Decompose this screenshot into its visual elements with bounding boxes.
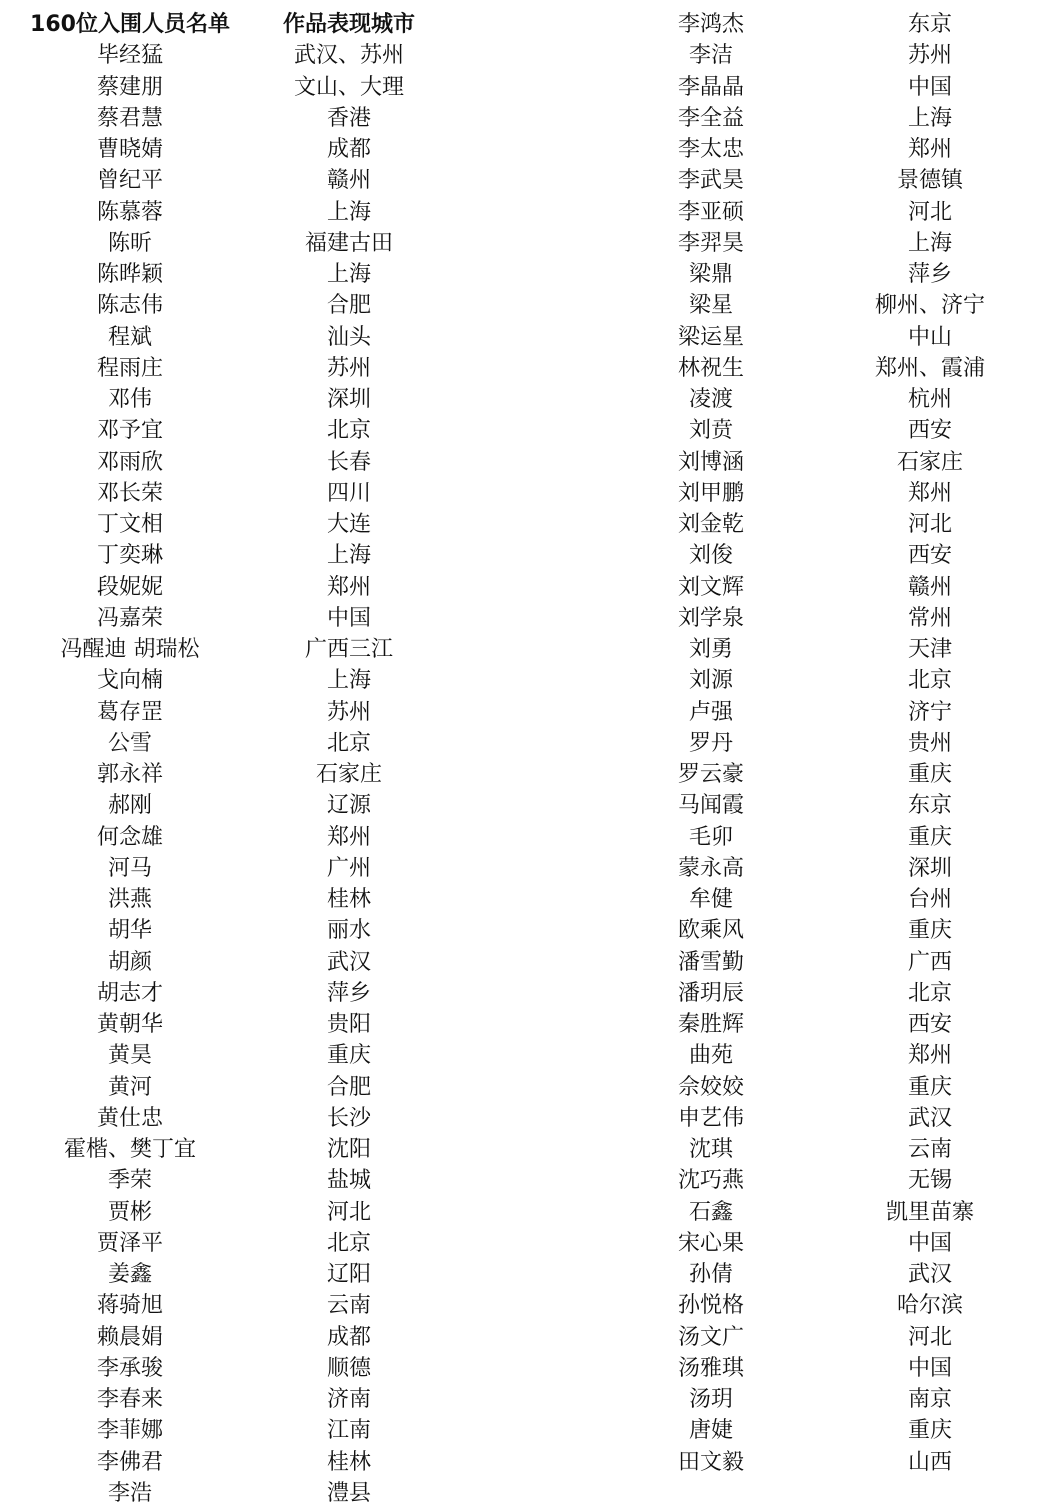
- table-row: [600, 634, 1038, 665]
- table-row: [600, 1415, 1038, 1446]
- city-name: 广西: [907, 949, 952, 975]
- city-name: 广州: [326, 855, 371, 881]
- city-name: 苏州: [326, 699, 371, 725]
- city-name: 北京: [907, 980, 952, 1006]
- city-name: 西安: [907, 1012, 952, 1038]
- table-row: [600, 1447, 1038, 1478]
- city-name: 郑州、霞浦: [874, 355, 985, 381]
- city-name: 深圳: [326, 387, 371, 413]
- name-column-header: 160位入围人员名单: [30, 12, 230, 38]
- person-name: 胡华: [107, 918, 152, 944]
- person-name: 曹晓婧: [96, 137, 163, 163]
- city-name: 赣州: [326, 168, 371, 194]
- person-name: 刘金乾: [677, 512, 744, 538]
- city-name: 桂林: [326, 1449, 371, 1475]
- city-name: 重庆: [907, 1074, 952, 1100]
- table-row: [600, 259, 1038, 290]
- person-name: 李亚硕: [677, 199, 744, 225]
- table-row: [600, 1040, 1038, 1071]
- person-name: 蒙永高: [677, 855, 744, 881]
- city-name: 上海: [326, 262, 371, 288]
- city-name: 萍乡: [907, 262, 952, 288]
- table-row: [20, 384, 458, 415]
- table-row: [600, 978, 1038, 1009]
- person-name: 欧乘风: [677, 918, 744, 944]
- person-name: 牟健: [688, 887, 733, 913]
- city-name: 合肥: [326, 293, 371, 319]
- city-name: 南京: [907, 1387, 952, 1413]
- table-row: [600, 384, 1038, 415]
- city-name: 云南: [326, 1293, 371, 1319]
- person-name: 邓长荣: [96, 480, 163, 506]
- person-name: 姜鑫: [107, 1262, 152, 1288]
- person-name: 邓伟: [107, 387, 152, 413]
- table-row: [600, 72, 1038, 103]
- table-row: [20, 1478, 458, 1509]
- table-row: [20, 1447, 458, 1478]
- person-name: 胡志才: [96, 980, 163, 1006]
- header-row: [20, 9, 458, 40]
- table-row: [20, 853, 458, 884]
- person-name: 蔡君慧: [96, 105, 163, 131]
- person-name: 赖晨娟: [96, 1324, 163, 1350]
- person-name: 刘学泉: [677, 605, 744, 631]
- person-name: 蔡建朋: [96, 74, 163, 100]
- person-name: 郝刚: [107, 793, 152, 819]
- table-row: [20, 884, 458, 915]
- person-name: 孙倩: [688, 1262, 733, 1288]
- city-name: 中国: [907, 74, 952, 100]
- table-row: [600, 1384, 1038, 1415]
- city-name: 丽水: [326, 918, 371, 944]
- table-row: [20, 509, 458, 540]
- person-name: 陈慕蓉: [96, 199, 163, 225]
- person-name: 林祝生: [677, 355, 744, 381]
- city-name: 景德镇: [896, 168, 963, 194]
- person-name: 石鑫: [688, 1199, 733, 1225]
- table-row: [600, 478, 1038, 509]
- table-row: [20, 134, 458, 165]
- person-name: 洪燕: [107, 887, 152, 913]
- city-name: 福建古田: [304, 230, 393, 256]
- table-row: [20, 165, 458, 196]
- table-row: [20, 947, 458, 978]
- table-row: [20, 1197, 458, 1228]
- table-row: [600, 572, 1038, 603]
- city-name: 河北: [907, 1324, 952, 1350]
- table-row: [20, 415, 458, 446]
- city-name: 江南: [326, 1418, 371, 1444]
- person-name: 河马: [107, 855, 152, 881]
- city-name: 贵阳: [326, 1012, 371, 1038]
- table-row: [600, 1353, 1038, 1384]
- person-name: 黄仕忠: [96, 1105, 163, 1131]
- table-row: [20, 1228, 458, 1259]
- city-name: 常州: [907, 605, 952, 631]
- person-name: 蒋骑旭: [96, 1293, 163, 1319]
- city-name: 深圳: [907, 855, 952, 881]
- table-row: [600, 165, 1038, 196]
- person-name: 秦胜辉: [677, 1012, 744, 1038]
- person-name: 潘玥辰: [677, 980, 744, 1006]
- table-row: [600, 415, 1038, 446]
- table-row: [600, 1290, 1038, 1321]
- person-name: 李羿昊: [677, 230, 744, 256]
- city-name: 济宁: [907, 699, 952, 725]
- person-name: 毕经猛: [96, 43, 163, 69]
- person-name: 邓雨欣: [96, 449, 163, 475]
- person-name: 冯嘉荣: [96, 605, 163, 631]
- city-name: 文山、大理: [293, 74, 404, 100]
- city-name: 萍乡: [326, 980, 371, 1006]
- city-name: 上海: [326, 668, 371, 694]
- city-name: 中国: [907, 1355, 952, 1381]
- person-name: 李承骏: [96, 1355, 163, 1381]
- table-row: [600, 1228, 1038, 1259]
- city-name: 云南: [907, 1137, 952, 1163]
- person-name: 程斌: [107, 324, 152, 350]
- person-name: 李全益: [677, 105, 744, 131]
- person-name: 刘博涵: [677, 449, 744, 475]
- person-name: 李菲娜: [96, 1418, 163, 1444]
- table-row: [20, 1103, 458, 1134]
- person-name: 郭永祥: [96, 762, 163, 788]
- city-name: 哈尔滨: [896, 1293, 963, 1319]
- city-name: 辽阳: [326, 1262, 371, 1288]
- city-name: 郑州: [326, 824, 371, 850]
- city-name: 郑州: [907, 137, 952, 163]
- table-row: [20, 1134, 458, 1165]
- table-row: [20, 478, 458, 509]
- person-name: 佘姣姣: [677, 1074, 744, 1100]
- city-name: 武汉: [907, 1262, 952, 1288]
- city-name: 赣州: [907, 574, 952, 600]
- person-name: 陈昕: [107, 230, 152, 256]
- city-name: 河北: [907, 199, 952, 225]
- table-row: [600, 447, 1038, 478]
- city-column-header: 作品表现城市: [282, 12, 415, 38]
- city-name: 武汉: [326, 949, 371, 975]
- table-row: [600, 665, 1038, 696]
- table-row: [20, 697, 458, 728]
- city-name: 合肥: [326, 1074, 371, 1100]
- person-name: 葛存罡: [96, 699, 163, 725]
- table-row: [600, 728, 1038, 759]
- person-name: 沈巧燕: [677, 1168, 744, 1194]
- person-name: 孙悦格: [677, 1293, 744, 1319]
- table-row: [20, 1353, 458, 1384]
- city-name: 武汉、苏州: [293, 43, 404, 69]
- city-name: 西安: [907, 418, 952, 444]
- city-name: 北京: [326, 418, 371, 444]
- table-row: [20, 1072, 458, 1103]
- table-row: [20, 40, 458, 71]
- table-row: [20, 1384, 458, 1415]
- table-row: [600, 509, 1038, 540]
- person-name: 戈向楠: [96, 668, 163, 694]
- city-name: 无锡: [907, 1168, 952, 1194]
- city-name: 贵州: [907, 730, 952, 756]
- table-row: [600, 603, 1038, 634]
- city-name: 上海: [326, 543, 371, 569]
- person-name: 何念雄: [96, 824, 163, 850]
- table-row: [600, 697, 1038, 728]
- table-row: [20, 197, 458, 228]
- city-name: 中国: [326, 605, 371, 631]
- table-row: [20, 103, 458, 134]
- person-name: 刘勇: [688, 637, 733, 663]
- city-name: 汕头: [326, 324, 371, 350]
- person-name: 公雪: [107, 730, 152, 756]
- table-row: [600, 197, 1038, 228]
- person-name: 贾泽平: [96, 1230, 163, 1256]
- table-row: [600, 103, 1038, 134]
- person-name: 冯醒迪 胡瑞松: [60, 637, 200, 663]
- person-name: 季荣: [107, 1168, 152, 1194]
- table-row: [20, 228, 458, 259]
- city-name: 山西: [907, 1449, 952, 1475]
- city-name: 中国: [907, 1230, 952, 1256]
- table-row: [600, 1197, 1038, 1228]
- person-name: 黄昊: [107, 1043, 152, 1069]
- table-row: [600, 1259, 1038, 1290]
- table-row: [600, 540, 1038, 571]
- table-row: [20, 540, 458, 571]
- city-name: 河北: [326, 1199, 371, 1225]
- city-name: 重庆: [907, 762, 952, 788]
- city-name: 上海: [326, 199, 371, 225]
- city-name: 上海: [907, 105, 952, 131]
- table-row: [20, 790, 458, 821]
- city-name: 辽源: [326, 793, 371, 819]
- person-name: 陈志伟: [96, 293, 163, 319]
- table-row: [600, 322, 1038, 353]
- table-row: [600, 134, 1038, 165]
- city-name: 石家庄: [896, 449, 963, 475]
- table-row: [600, 290, 1038, 321]
- person-name: 梁星: [688, 293, 733, 319]
- city-name: 柳州、济宁: [874, 293, 985, 319]
- table-row: [20, 915, 458, 946]
- table-row: [600, 40, 1038, 71]
- person-name: 邓予宜: [96, 418, 163, 444]
- city-name: 盐城: [326, 1168, 371, 1194]
- person-name: 李武昊: [677, 168, 744, 194]
- person-name: 田文毅: [677, 1449, 744, 1475]
- table-row: [600, 759, 1038, 790]
- city-name: 大连: [326, 512, 371, 538]
- table-row: [20, 1009, 458, 1040]
- table-row: [20, 822, 458, 853]
- city-name: 石家庄: [315, 762, 382, 788]
- person-name: 李浩: [107, 1480, 152, 1506]
- person-name: 毛卯: [688, 824, 733, 850]
- person-name: 马闻霞: [677, 793, 744, 819]
- city-name: 长春: [326, 449, 371, 475]
- person-name: 程雨庄: [96, 355, 163, 381]
- table-row: [600, 228, 1038, 259]
- table-row: [600, 853, 1038, 884]
- city-name: 北京: [907, 668, 952, 694]
- person-name: 卢强: [688, 699, 733, 725]
- person-name: 刘甲鹏: [677, 480, 744, 506]
- city-name: 天津: [907, 637, 952, 663]
- person-name: 刘俊: [688, 543, 733, 569]
- city-name: 广西三江: [304, 637, 393, 663]
- person-name: 黄河: [107, 1074, 152, 1100]
- city-name: 重庆: [907, 918, 952, 944]
- table-row: [20, 72, 458, 103]
- table-row: [20, 634, 458, 665]
- table-row: [600, 1009, 1038, 1040]
- person-name: 沈琪: [688, 1137, 733, 1163]
- person-name: 李春来: [96, 1387, 163, 1413]
- city-name: 台州: [907, 887, 952, 913]
- city-name: 郑州: [907, 1043, 952, 1069]
- city-name: 济南: [326, 1387, 371, 1413]
- city-name: 苏州: [907, 43, 952, 69]
- person-name: 贾彬: [107, 1199, 152, 1225]
- person-name: 梁鼎: [688, 262, 733, 288]
- table-row: [20, 1165, 458, 1196]
- city-name: 长沙: [326, 1105, 371, 1131]
- person-name: 宋心果: [677, 1230, 744, 1256]
- table-row: [20, 1290, 458, 1321]
- city-name: 武汉: [907, 1105, 952, 1131]
- person-name: 汤玥: [688, 1387, 733, 1413]
- city-name: 河北: [907, 512, 952, 538]
- table-row: [20, 665, 458, 696]
- person-name: 陈晔颖: [96, 262, 163, 288]
- city-name: 重庆: [907, 1418, 952, 1444]
- city-name: 北京: [326, 730, 371, 756]
- table-row: [20, 978, 458, 1009]
- table-row: [600, 9, 1038, 40]
- city-name: 重庆: [326, 1043, 371, 1069]
- table-row: [20, 259, 458, 290]
- table-row: [600, 1103, 1038, 1134]
- city-name: 西安: [907, 543, 952, 569]
- table-row: [20, 572, 458, 603]
- person-name: 梁运星: [677, 324, 744, 350]
- person-name: 汤雅琪: [677, 1355, 744, 1381]
- city-name: 东京: [907, 793, 952, 819]
- person-name: 凌渡: [688, 387, 733, 413]
- city-name: 郑州: [907, 480, 952, 506]
- city-name: 成都: [326, 137, 371, 163]
- table-row: [600, 1165, 1038, 1196]
- city-name: 杭州: [907, 387, 952, 413]
- city-name: 凯里苗寨: [885, 1199, 974, 1225]
- table-row: [600, 353, 1038, 384]
- person-name: 霍楷、樊丁宜: [63, 1137, 196, 1163]
- city-name: 上海: [907, 230, 952, 256]
- table-row: [20, 447, 458, 478]
- city-name: 东京: [907, 12, 952, 38]
- person-name: 胡颜: [107, 949, 152, 975]
- city-name: 北京: [326, 1230, 371, 1256]
- city-name: 香港: [326, 105, 371, 131]
- person-name: 罗云豪: [677, 762, 744, 788]
- person-name: 罗丹: [688, 730, 733, 756]
- left-table: [20, 9, 458, 1509]
- city-name: 郑州: [326, 574, 371, 600]
- person-name: 丁文相: [96, 512, 163, 538]
- person-name: 曲苑: [688, 1043, 733, 1069]
- table-row: [600, 1072, 1038, 1103]
- table-row: [600, 1322, 1038, 1353]
- person-name: 李佛君: [96, 1449, 163, 1475]
- table-row: [20, 1415, 458, 1446]
- person-name: 唐婕: [688, 1418, 733, 1444]
- city-name: 桂林: [326, 887, 371, 913]
- city-name: 沈阳: [326, 1137, 371, 1163]
- person-name: 李洁: [688, 43, 733, 69]
- table-row: [20, 759, 458, 790]
- person-name: 李晶晶: [677, 74, 744, 100]
- person-name: 李太忠: [677, 137, 744, 163]
- person-name: 潘雪勤: [677, 949, 744, 975]
- table-row: [600, 884, 1038, 915]
- right-table: [600, 9, 1038, 1478]
- city-name: 中山: [907, 324, 952, 350]
- table-row: [600, 915, 1038, 946]
- table-row: [600, 947, 1038, 978]
- person-name: 曾纪平: [96, 168, 163, 194]
- person-name: 刘文辉: [677, 574, 744, 600]
- table-row: [20, 1040, 458, 1071]
- city-name: 四川: [326, 480, 371, 506]
- person-name: 刘源: [688, 668, 733, 694]
- person-name: 李鸿杰: [677, 12, 744, 38]
- city-name: 成都: [326, 1324, 371, 1350]
- table-row: [20, 603, 458, 634]
- table-row: [20, 322, 458, 353]
- table-row: [20, 290, 458, 321]
- person-name: 汤文广: [677, 1324, 744, 1350]
- city-name: 重庆: [907, 824, 952, 850]
- person-name: 丁奕琳: [96, 543, 163, 569]
- city-name: 澧县: [326, 1480, 371, 1506]
- person-name: 段妮妮: [96, 574, 163, 600]
- person-name: 刘贲: [688, 418, 733, 444]
- table-row: [600, 1134, 1038, 1165]
- table-row: [600, 790, 1038, 821]
- table-row: [600, 822, 1038, 853]
- table-row: [20, 353, 458, 384]
- table-row: [20, 728, 458, 759]
- city-name: 苏州: [326, 355, 371, 381]
- person-name: 申艺伟: [677, 1105, 744, 1131]
- person-name: 黄朝华: [96, 1012, 163, 1038]
- table-row: [20, 1322, 458, 1353]
- table-row: [20, 1259, 458, 1290]
- city-name: 顺德: [326, 1355, 371, 1381]
